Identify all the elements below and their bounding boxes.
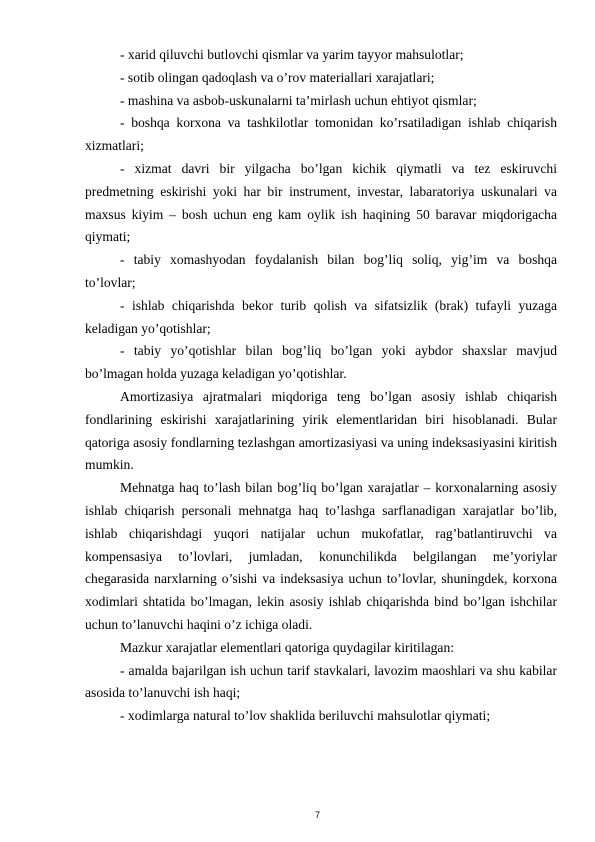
paragraph: Amortizasiya ajratmalari miqdoriga teng bo’lgan asosiy ishlab chiqarish fondlarining eskirishi xarajatlarining yirik elementlaridan biri hisoblanadi. Bular qatoriga asosiy fondlarning tezlashgan amortizasiyasi va uning indeksasiyasini kiritish mumkin. — [85, 388, 557, 473]
paragraph: - xarid qiluvchi butlovchi qismlar va yarim tayyor mahsulotlar; — [120, 47, 464, 62]
paragraph: - xizmat davri bir yilgacha bo’lgan kichik qiymatli va tez eskiruvchi predmetning eskirishi yoki har bir instrument, investar, labaratoriya uskunalari va maxsus kiyim – bosh uchun eng kam oylik ish haqining 50 baravar miqdorigacha qiymati; — [85, 160, 557, 245]
body-text — [85, 44, 557, 728]
paragraph: - sotib olingan qadoqlash va o’rov materiallari xarajatlari; — [120, 69, 435, 85]
paragraph: - boshqa korxona va tashkilotlar tomonidan ko’rsatiladigan ishlab chiqarish xizmatlari; — [85, 115, 557, 154]
paragraph: - tabiy xomashyodan foydalanish bilan bog’liq soliq, yig’im va boshqa to’lovlar; — [85, 252, 557, 290]
paragraph: - tabiy yo’qotishlar bilan bog’liq bo’lgan yoki aybdor shaxslar mavjud bo’lmagan holda yuzaga keladigan yo’qotishlar. — [85, 343, 557, 382]
paragraph: Mazkur xarajatlar elementlari qatoriga quydagilar kiritilagan: — [120, 639, 455, 655]
paragraph: - mashina va asbob-uskunalarni ta’mirlash uchun ehtiyot qismlar; — [120, 92, 477, 108]
paragraph: - amalda bajarilgan ish uchun tarif stavkalari, lavozim maoshlari va shu kabilar asosida to’lanuvchi ish haqi; — [85, 662, 557, 701]
paragraph: - ishlab chiqarishda bekor turib qolish va sifatsizlik (brak) tufayli yuzaga keladigan yo’qotishlar; — [85, 297, 557, 336]
paragraph: - xodimlarga natural to’lov shaklida beriluvchi mahsulotlar qiymati; — [120, 708, 491, 724]
page-number: 7 — [314, 810, 320, 820]
paragraph: Mehnatga haq to’lash bilan bog’liq bo’lgan xarajatlar – korxonalarning asosiy ishlab chiqarish personali mehnatga haq to’lashga sarflanadigan xarajatlar bo’lib, ishlab chiqarishdagi yuqori natijalar uchun mukofatlar, rag’batlantiruvchi va kompensasiya to’lovlari, jumladan, konunchilikda belgilangan me’yoriylar chegarasida narxlarning o’sishi va indeksasiya uchun to’lovlar, shuningdek, korxona xodimlari shtatida bo’lmagan, lekin asosiy ishlab chiqarishda bind bo’lgan ishchilar uchun to’lanuvchi haqini o’z ichiga oladi. — [85, 480, 557, 632]
